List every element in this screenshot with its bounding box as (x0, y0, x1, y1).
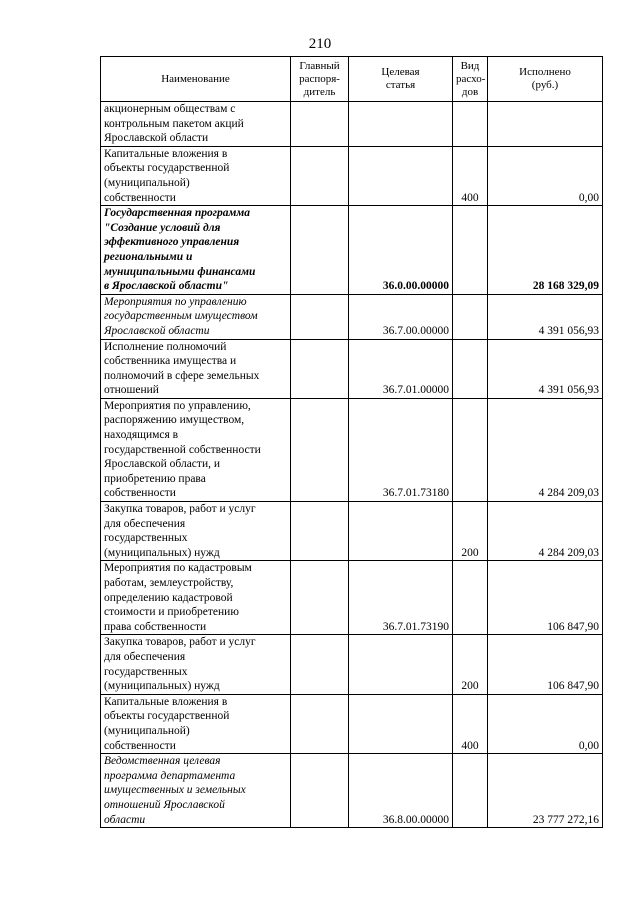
cell-code (349, 754, 453, 828)
cell-name (101, 502, 291, 561)
table-row (101, 635, 603, 694)
table-row (101, 102, 603, 147)
cell-name-text: Ведомственная целевая программа департамента имущественных и земельных отношений Ярославской области (104, 755, 246, 826)
cell-name-text: Мероприятия по управлению государственным имуществом Ярославской области (104, 295, 258, 337)
cell-code-text: 36.0.00.00000 (382, 280, 449, 293)
cell-name-text: Исполнение полномочий собственника имущества и полномочий в сфере земельных отношений (104, 340, 260, 397)
cell-name-text: Капитальные вложения в объекты государственной (муниципальной) собственности (104, 695, 230, 752)
cell-name-text: Мероприятия по кадастровым работам, землеустройству, определению кадастровой стоимости и приобретению права собственности (104, 562, 252, 633)
cell-vid (453, 339, 488, 398)
cell-name (101, 102, 291, 147)
cell-code-text: 36.7.00.00000 (382, 324, 449, 337)
cell-vid (453, 294, 488, 339)
cell-sum (488, 146, 603, 205)
table-row (101, 502, 603, 561)
cell-name-text: акционерным обществам с контрольным пакетом акций Ярославской области (104, 103, 244, 145)
header-admin: Главный распоря- дитель (291, 57, 349, 102)
cell-admin (291, 694, 349, 753)
cell-sum-text: 106 847,90 (547, 620, 599, 633)
cell-vid (453, 102, 488, 147)
cell-code (349, 561, 453, 635)
cell-admin (291, 146, 349, 205)
cell-code (349, 206, 453, 295)
cell-sum-text: 23 777 272,16 (532, 813, 599, 826)
table-row (101, 339, 603, 398)
cell-sum (488, 102, 603, 147)
cell-admin (291, 206, 349, 295)
cell-admin (291, 502, 349, 561)
table-header-row (101, 57, 603, 102)
cell-vid (453, 398, 488, 501)
table-row (101, 561, 603, 635)
cell-admin (291, 339, 349, 398)
cell-sum (488, 754, 603, 828)
cell-name-text: Государственная программа "Создание условий для эффективного управления региональными и муниципальными финансами в Ярославской области" (104, 207, 256, 293)
cell-admin (291, 294, 349, 339)
cell-vid (453, 635, 488, 694)
cell-code (349, 635, 453, 694)
cell-code-text: 36.7.01.73190 (382, 620, 449, 633)
cell-vid (453, 694, 488, 753)
cell-code (349, 102, 453, 147)
cell-code (349, 339, 453, 398)
table-row (101, 146, 603, 205)
table-row (101, 398, 603, 501)
cell-sum-text: 4 391 056,93 (538, 384, 599, 397)
cell-admin (291, 635, 349, 694)
cell-code-text: 36.7.01.73180 (382, 487, 449, 500)
cell-code (349, 146, 453, 205)
cell-vid-text: 200 (461, 680, 479, 693)
budget-table (100, 56, 603, 828)
header-vid: Вид расхо- дов (453, 57, 488, 102)
table-row (101, 294, 603, 339)
header-name: Наименование (101, 57, 291, 102)
table-row (101, 754, 603, 828)
cell-admin (291, 398, 349, 501)
cell-sum-text: 4 284 209,03 (538, 487, 599, 500)
cell-sum-text: 0,00 (578, 739, 599, 752)
cell-sum (488, 206, 603, 295)
cell-sum (488, 398, 603, 501)
cell-code (349, 294, 453, 339)
cell-sum (488, 502, 603, 561)
cell-vid (453, 754, 488, 828)
cell-code-text: 36.8.00.00000 (382, 813, 449, 826)
cell-name (101, 561, 291, 635)
cell-sum-text: 28 168 329,09 (532, 280, 599, 293)
cell-sum (488, 635, 603, 694)
cell-vid (453, 206, 488, 295)
cell-code (349, 694, 453, 753)
cell-name (101, 398, 291, 501)
cell-name-text: Капитальные вложения в объекты государственной (муниципальной) собственности (104, 147, 230, 204)
cell-name (101, 694, 291, 753)
cell-name (101, 294, 291, 339)
cell-name (101, 339, 291, 398)
cell-vid-text: 400 (461, 739, 479, 752)
cell-sum (488, 294, 603, 339)
cell-vid (453, 146, 488, 205)
header-code: Целевая статья (349, 57, 453, 102)
cell-name (101, 206, 291, 295)
cell-sum (488, 339, 603, 398)
cell-vid (453, 502, 488, 561)
cell-sum-text: 4 391 056,93 (538, 324, 599, 337)
cell-code-text: 36.7.01.00000 (382, 384, 449, 397)
cell-admin (291, 754, 349, 828)
cell-admin (291, 102, 349, 147)
cell-name (101, 635, 291, 694)
cell-vid-text: 400 (461, 191, 479, 204)
cell-name (101, 754, 291, 828)
table-row (101, 694, 603, 753)
cell-sum-text: 4 284 209,03 (538, 546, 599, 559)
cell-sum-text: 106 847,90 (547, 680, 599, 693)
table-row (101, 206, 603, 295)
cell-sum (488, 561, 603, 635)
cell-name-text: Закупка товаров, работ и услуг для обеспечения государственных (муниципальных) нужд (104, 503, 256, 559)
cell-admin (291, 561, 349, 635)
cell-name-text: Закупка товаров, работ и услуг для обеспечения государственных (муниципальных) нужд (104, 636, 256, 693)
cell-vid-text: 200 (461, 546, 479, 559)
cell-sum (488, 694, 603, 753)
cell-code (349, 502, 453, 561)
cell-sum-text: 0,00 (578, 191, 599, 204)
page-number: 210 (308, 36, 332, 52)
cell-name (101, 146, 291, 205)
cell-name-text: Мероприятия по управлению, распоряжению имуществом, находящимся в государственной собственности Ярославской области, и приобретению права собственности (104, 399, 261, 500)
cell-vid (453, 561, 488, 635)
header-sum: Исполнено (руб.) (488, 57, 603, 102)
cell-code (349, 398, 453, 501)
